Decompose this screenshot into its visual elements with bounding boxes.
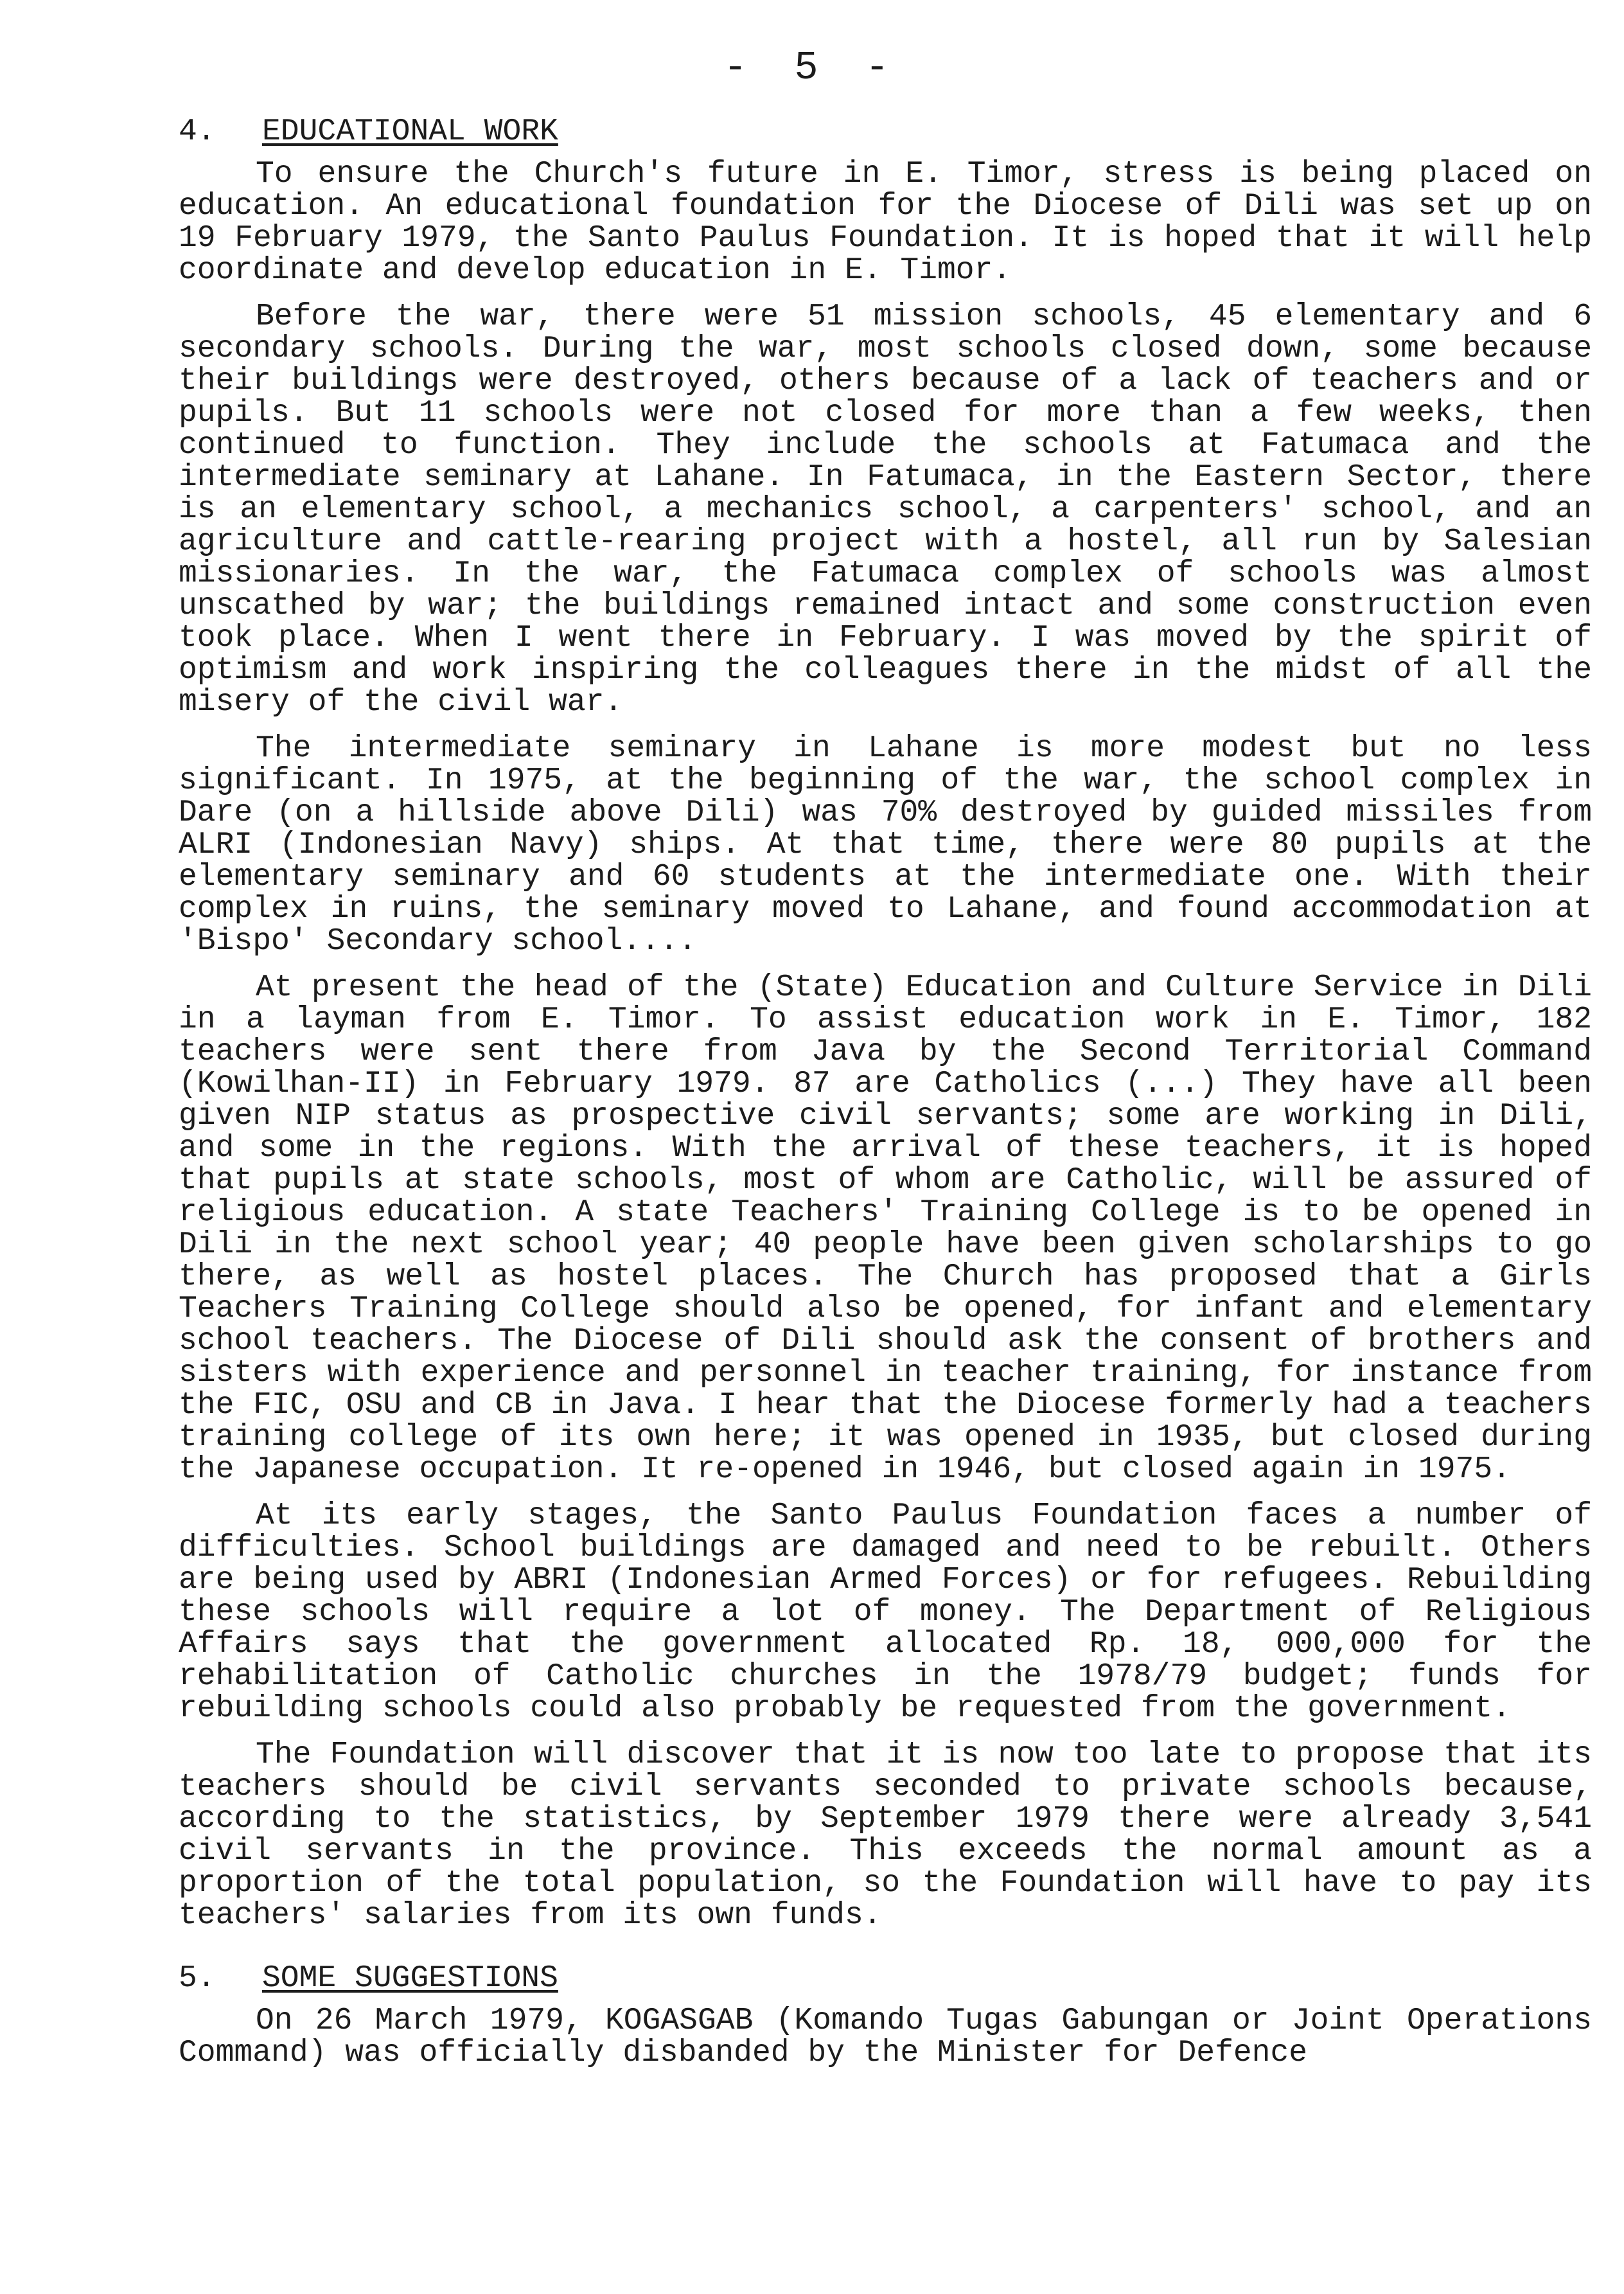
document-body (179, 116, 1592, 2083)
page-number: - 5 - (723, 45, 901, 91)
paragraph: The Foundation will discover that it is now too late to propose that its teachers should be civil servants seconded to private schools because, according to the statistics, by September 1979 there were already 3,541 civil servants in the province. This exceeds the normal amount as a proportion of the total population, so the Foundation will have to pay its teachers' salaries from its own funds. (179, 1738, 1592, 1933)
section-heading-educational-work (179, 116, 1592, 148)
section-title: SOME SUGGESTIONS (262, 1961, 558, 1996)
paragraph: At its early stages, the Santo Paulus Foundation faces a number of difficulties. School buildings are damaged and need to be rebuilt. Others are being used by ABRI (Indonesian Armed Forces) or for refugees. Rebuilding these schools will require a lot of money. The Department of Religious Affairs says that the government allocated Rp. 18, 000,000 for the rehabilitation of Catholic churches in the 1978/79 budget; funds for rebuilding schools could also probably be requested from the government. (179, 1498, 1592, 1726)
section-number: 5. (179, 1961, 216, 1996)
section-title: EDUCATIONAL WORK (262, 114, 558, 149)
paragraph: On 26 March 1979, KOGASGAB (Komando Tugas Gabungan or Joint Operations Command) was officially disbanded by the Minister for Defence (179, 2004, 1592, 2070)
paragraph: At present the head of the (State) Education and Culture Service in Dili in a layman from E. Timor. To assist education work in E. Timor, 182 teachers were sent there from Java by the Second Territorial Command (Kowilhan-II) in February 1979. 87 are Catholics (...) They have all been given NIP status as prospective civil servants; some are working in Dili, and some in the regions. With the arrival of these teachers, it is hoped that pupils at state schools, most of whom are Catholic, will be assured of religious education. A state Teachers' Training College is to be opened in Dili in the next school year; 40 people have been given scholarships to go there, as well as hostel places. The Church has proposed that a Girls Teachers Training College should also be opened, for infant and elementary school teachers. The Diocese of Dili should ask the consent of brothers and sisters with experience and personnel in teacher training, for instance from the FIC, OSU and CB in Java. I hear that the Diocese formerly had a teachers training college of its own here; it was opened in 1935, but closed during the Japanese occupation. It re-opened in 1946, but closed again in 1975. (179, 970, 1592, 1487)
paragraph: Before the war, there were 51 mission schools, 45 elementary and 6 secondary schools. During the war, most schools closed down, some because their buildings were destroyed, others because of a lack of teachers and or pupils. But 11 schools were not closed for more than a few weeks, then continued to function. They include the schools at Fatumaca and the intermediate seminary at Lahane. In Fatumaca, in the Eastern Sector, there is an elementary school, a mechanics school, a carpenters' school, and an agriculture and cattle-rearing project with a hostel, all run by Salesian missionaries. In the war, the Fatumaca complex of schools was almost unscathed by war; the buildings remained intact and some construction even took place. When I went there in February. I was moved by the spirit of optimism and work inspiring the colleagues there in the midst of all the misery of the civil war. (179, 299, 1592, 720)
paragraph: The intermediate seminary in Lahane is more modest but no less significant. In 1975, at the beginning of the war, the school complex in Dare (on a hillside above Dili) was 70% destroyed by guided missiles from ALRI (Indonesian Navy) ships. At that time, there were 80 pupils at the elementary seminary and 60 students at the intermediate one. With their complex in ruins, the seminary moved to Lahane, and found accommodation at 'Bispo' Secondary school.... (179, 731, 1592, 959)
section-number: 4. (179, 114, 216, 149)
section-heading-some-suggestions (179, 1962, 1592, 1995)
paragraph: To ensure the Church's future in E. Timor, stress is being placed on education. An educational foundation for the Diocese of Dili was set up on 19 February 1979, the Santo Paulus Foundation. It is hoped that it will help coordinate and develop education in E. Timor. (179, 157, 1592, 288)
